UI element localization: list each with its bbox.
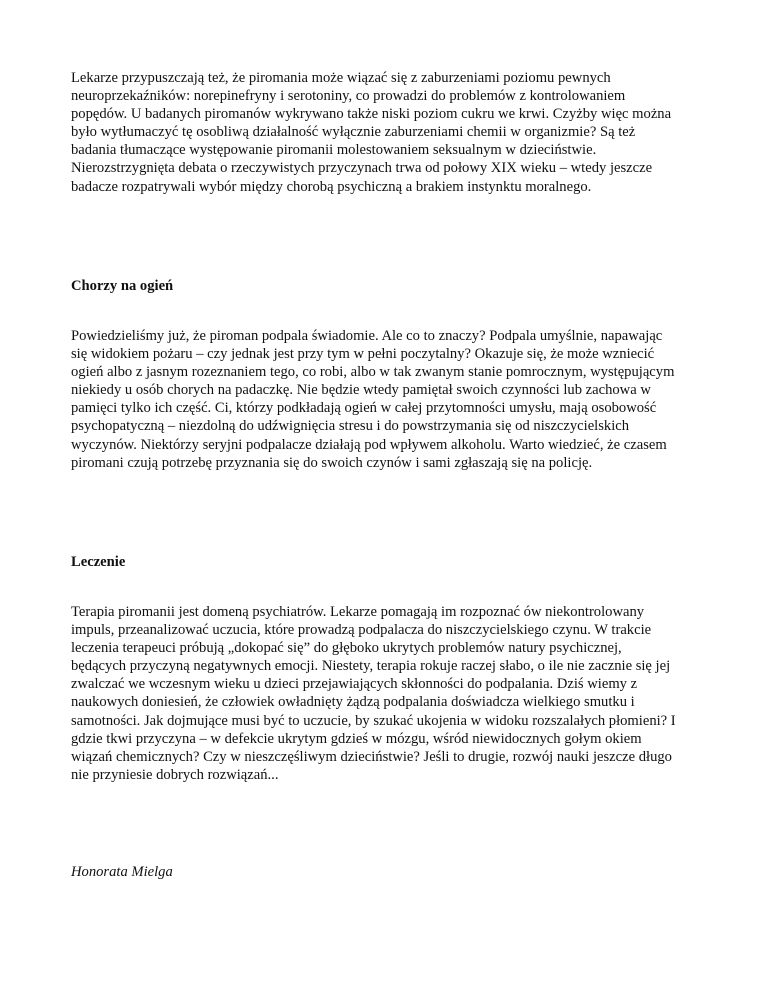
paragraph-chorzy-na-ogien: Powiedzieliśmy już, że piroman podpala świadomie. Ale co to znaczy? Podpala umyślnie, napawając się widokiem pożaru – czy jednak jest przy tym w pełni poczytalny? Okazuje się, że może wzniecić ogień albo z jasnym rozeznaniem tego, co robi, albo w tak zwanym stanie pomrocznym, występującym niekiedy u osób chorych na padaczkę. Nie będzie wtedy pamiętał swoich czynności lub zachowa w pamięci tylko ich część. Ci, którzy podkładają ogień w całej przytomności umysłu, mają osobowość psychopatyczną – niezdolną do udźwignięcia stresu i do powstrzymania się od niszczycielskich wyczynów. Niektórzy seryjni podpalacze działają pod wpływem alkoholu. Warto wiedzieć, że czasem piromani czują potrzebę przyznania się do swoich czynów i sami zgłaszają się na policję. — [71, 328, 675, 471]
section-heading-chorzy-na-ogien: Chorzy na ogień — [71, 278, 174, 294]
paragraph-leczenie: Terapia piromanii jest domeną psychiatrów. Lekarze pomagają im rozpoznać ów niekontrolowany impuls, przeanalizować uczucia, które prowadzą podpalacza do niszczycielskiego czynu. W trakcie leczenia terapeuci próbują „dokopać się” do głęboko ukrytych problemów natury psychicznej, będących przyczyną negatywnych emocji. Niestety, terapia rokuje raczej słabo, o ile nie zacznie się jej zwalczać we wczesnym wieku u dzieci przejawiających skłonności do podpalania. Dziś wiemy z naukowych doniesień, że człowiek owładnięty żądzą podpalania doświadcza wielkiego smutku i samotności. Jak dojmujące musi być to uczucie, by szukać ukojenia w widoku rozszalałych płomieni? I gdzie tkwi przyczyna – w defekcie ukrytym gdzieś w mózgu, wśród niewidocznych gołym okiem wiązań chemicznych? Czy w nieszczęśliwym dzieciństwie? Jeśli to drugie, rozwój nauki jeszcze długo nie przyniesie dobrych rozwiązań... — [71, 604, 676, 783]
paragraph-intro: Lekarze przypuszczają też, że piromania może wiązać się z zaburzeniami poziomu pewnych neuroprzekaźników: norepinefryny i serotoniny, co prowadzi do problemów z kontrolowaniem popędów. U badanych piromanów wykrywano także niski poziom cukru we krwi. Czyżby więc można było wytłumaczyć tę osobliwą działalność wyłącznie zaburzeniami chemii w organizmie? Są też badania tłumaczące występowanie piromanii molestowaniem seksualnym w dzieciństwie. Nierozstrzygnięta debata o rzeczywistych przyczynach trwa od połowy XIX wieku – wtedy jeszcze badacze rozpatrywali wybór między chorobą psychiczną a brakiem instynktu moralnego. — [71, 70, 672, 195]
author-signature: Honorata Mielga — [71, 864, 173, 880]
section-heading-leczenie: Leczenie — [71, 554, 126, 570]
